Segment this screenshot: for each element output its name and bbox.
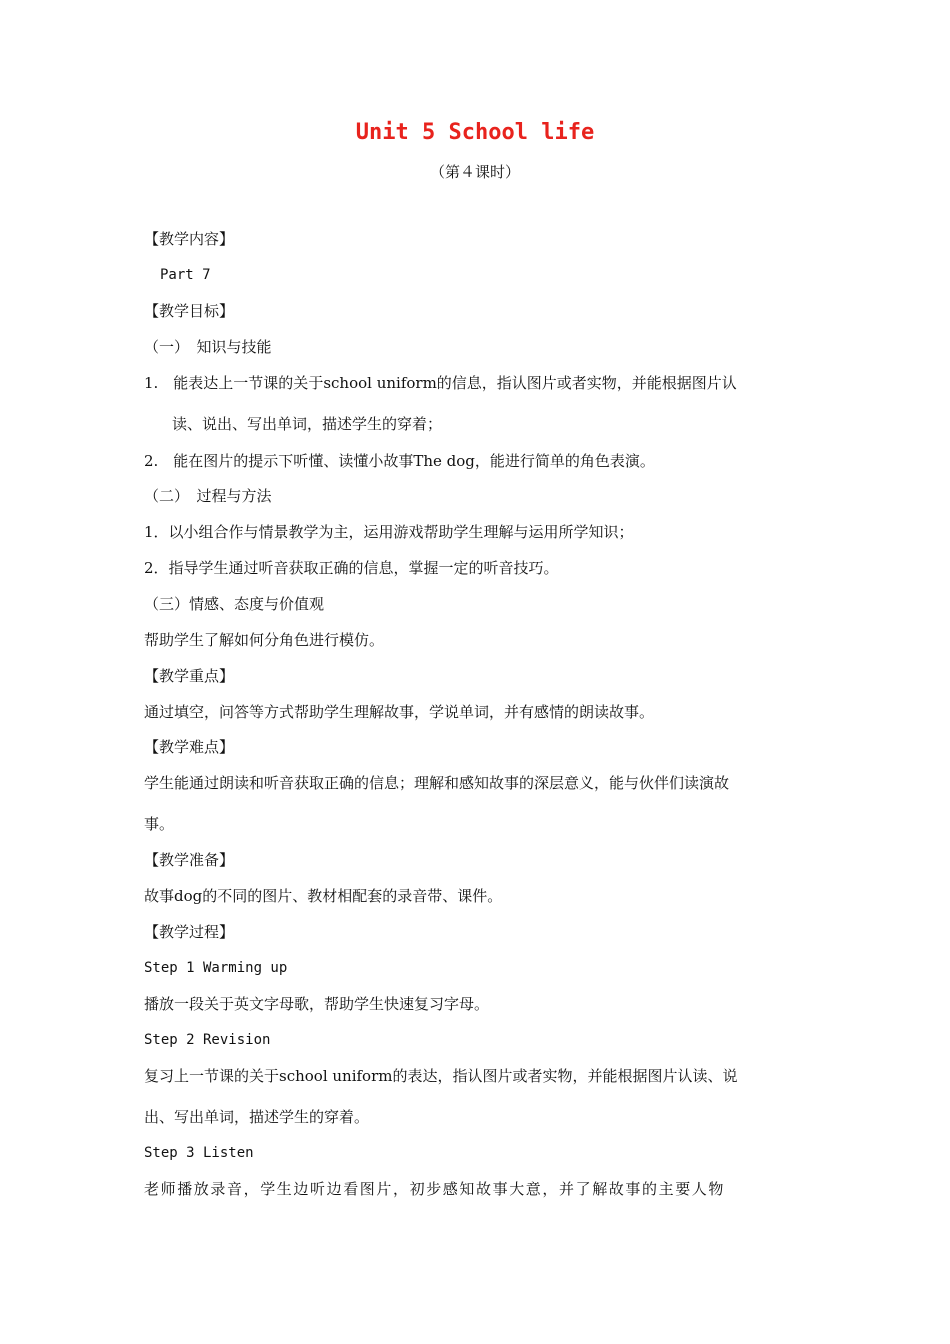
- preparation-text: 故事dog的不同的图片、教材相配套的录音带、课件。: [144, 887, 503, 905]
- key-points-text: 通过填空，问答等方式帮助学生理解故事，学说单词，并有感情的朗读故事。: [144, 703, 655, 721]
- objective-item-1-continued: 读、说出、写出单词，描述学生的穿着；: [172, 415, 443, 433]
- step-3-heading: Step 3 Listen: [144, 1145, 254, 1161]
- step-1-heading: Step 1 Warming up: [144, 960, 288, 976]
- process-item-2: 2．指导学生通过听音获取正确的信息，掌握一定的听音技巧。: [144, 559, 559, 577]
- subheading-knowledge-skills: （一） 知识与技能: [144, 338, 272, 356]
- subheading-process-methods: （二） 过程与方法: [144, 487, 272, 505]
- step-2-text: 复习上一节课的关于school uniform的表达，指认图片或者实物，并能根据图片认读、说: [144, 1067, 738, 1085]
- section-heading-difficulties: 【教学难点】: [144, 738, 235, 756]
- section-heading-preparation: 【教学准备】: [144, 851, 235, 869]
- step-2-text-continued: 出、写出单词，描述学生的穿着。: [144, 1108, 370, 1126]
- subheading-emotion-values: （三）情感、态度与价值观: [144, 595, 325, 613]
- step-3-text: 老师播放录音，学生边听边看图片，初步感知故事大意，并了解故事的主要人物: [144, 1180, 726, 1198]
- difficulties-text: 学生能通过朗读和听音获取正确的信息；理解和感知故事的深层意义，能与伙伴们读演故: [144, 774, 730, 792]
- section-heading-content: 【教学内容】: [144, 230, 235, 248]
- document-title: Unit 5 School life: [355, 120, 595, 145]
- document-subtitle: （第４课时）: [429, 163, 520, 181]
- content-part: Part 7: [160, 267, 211, 283]
- section-heading-key-points: 【教学重点】: [144, 667, 235, 685]
- objective-item-2: 2. 能在图片的提示下听懂、读懂小故事The dog，能进行简单的角色表演。: [144, 452, 655, 470]
- objective-item-1: 1. 能表达上一节课的关于school uniform的信息，指认图片或者实物，并能根据图片认: [144, 374, 737, 392]
- emotion-item: 帮助学生了解如何分角色进行模仿。: [144, 631, 385, 649]
- process-item-1: 1．以小组合作与情景教学为主，运用游戏帮助学生理解与运用所学知识；: [144, 523, 634, 541]
- section-heading-objectives: 【教学目标】: [144, 302, 235, 320]
- difficulties-text-continued: 事。: [144, 815, 175, 833]
- section-heading-procedure: 【教学过程】: [144, 923, 235, 941]
- step-1-text: 播放一段关于英文字母歌，帮助学生快速复习字母。: [144, 995, 490, 1013]
- step-2-heading: Step 2 Revision: [144, 1032, 271, 1048]
